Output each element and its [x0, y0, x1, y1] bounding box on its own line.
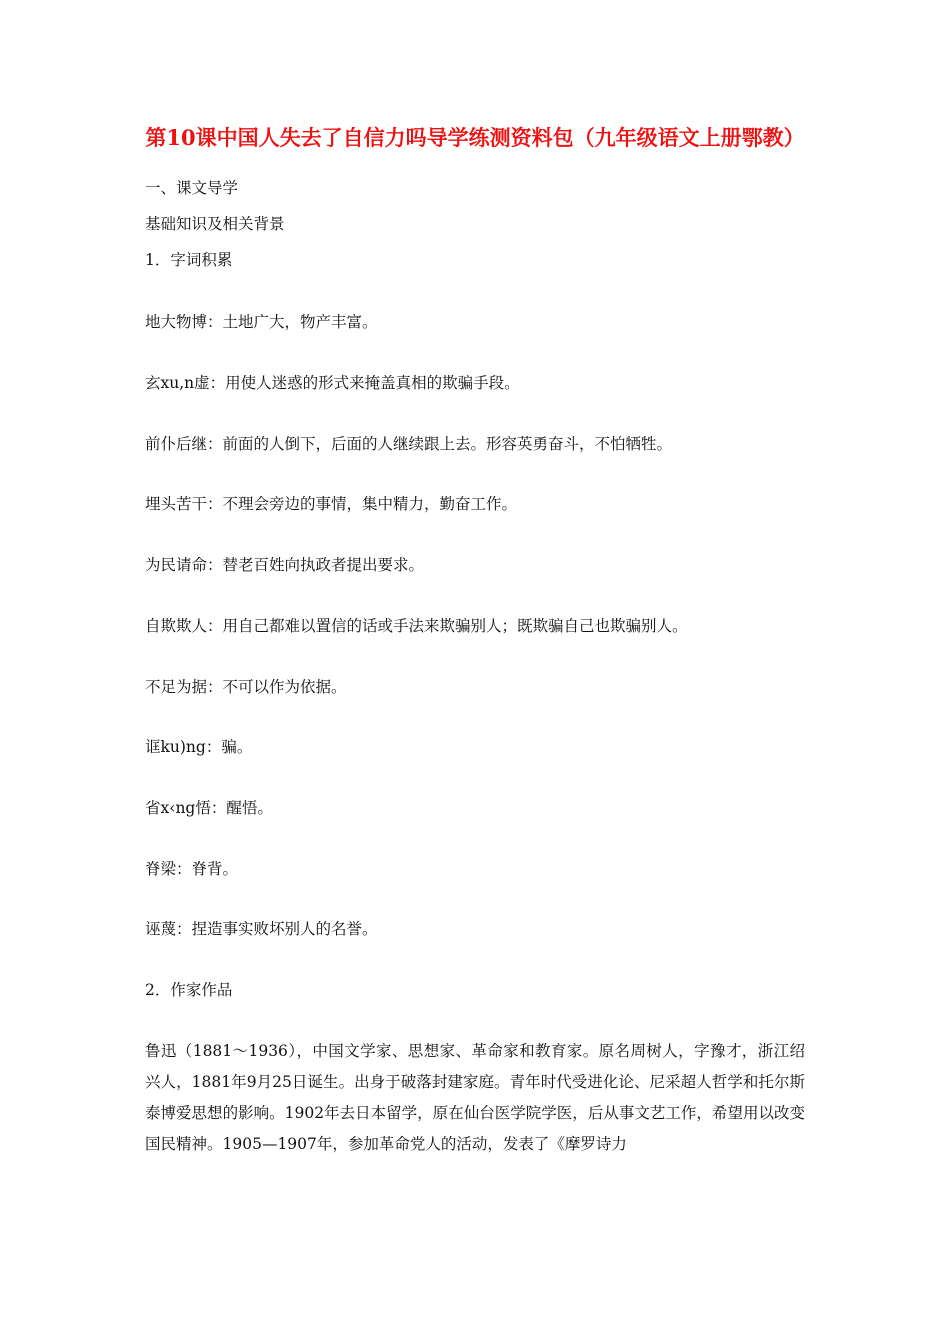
document-title: 第10课中国人失去了自信力吗导学练测资料包（九年级语文上册鄂教） [145, 125, 805, 150]
vocab-entry: 诬蔑：捏造事实败坏别人的名誉。 [145, 920, 378, 938]
section-heading: 一、课文导学 [145, 179, 239, 197]
vocab-entry: 诓ku)ng：骗。 [145, 738, 253, 756]
vocab-entry: 地大物博：土地广大，物产丰富。 [145, 313, 378, 331]
subsection-heading: 基础知识及相关背景 [145, 215, 285, 233]
author-paragraph: 鲁迅（1881～1936），中国文学家、思想家、革命家和教育家。原名周树人，字豫才，浙江绍兴人，1881年9月25日诞生。出身于破落封建家庭。青年时代受进化论、尼采超人哲学和托尔斯泰博爱思想的影响。1902年去日本留学，原在仙台医学院学医，后从事文艺工作，希望用以改变国民精神。1905—1907年，参加革命党人的活动，发表了《摩罗诗力 [145, 1042, 805, 1153]
vocab-entry: 前仆后继：前面的人倒下，后面的人继续跟上去。形容英勇奋斗，不怕牺牲。 [145, 435, 673, 453]
vocab-entry: 为民请命：替老百姓向执政者提出要求。 [145, 556, 425, 574]
vocab-entry: 脊梁：脊背。 [145, 860, 239, 878]
vocab-entry: 玄xu,n虚：用使人迷惑的形式来掩盖真相的欺骗手段。 [145, 374, 520, 392]
item-heading-author: 2．作家作品 [145, 981, 233, 999]
vocab-entry: 不足为据：不可以作为依据。 [145, 678, 347, 696]
vocab-entry: 省x‹ng悟：醒悟。 [145, 799, 273, 817]
item-heading-vocabulary: 1．字词积累 [145, 251, 233, 269]
vocab-entry: 自欺欺人：用自己都难以置信的话或手法来欺骗别人；既欺骗自己也欺骗别人。 [145, 617, 688, 635]
vocab-entry: 埋头苦干：不理会旁边的事情，集中精力，勤奋工作。 [145, 495, 518, 513]
